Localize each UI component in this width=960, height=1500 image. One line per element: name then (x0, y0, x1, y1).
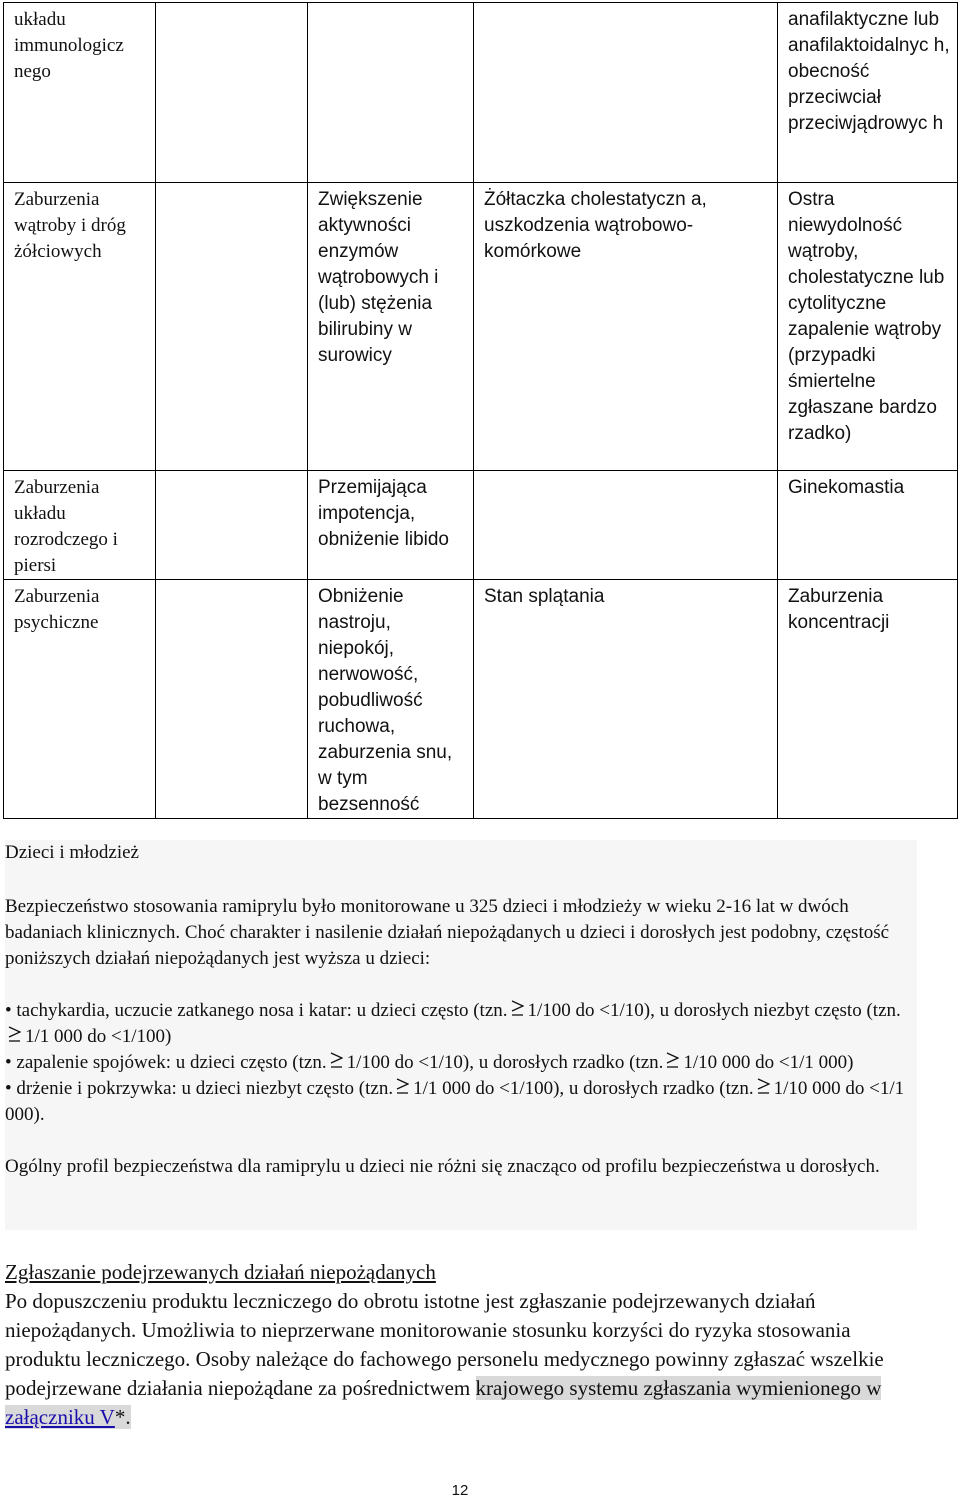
cell-text (484, 3, 771, 7)
frequency-cell (308, 471, 474, 580)
reporting-body-text: Po dopuszczeniu produktu leczniczego do obrotu istotne jest zgłaszanie podejrzewanych działań niepożądanych. Umożliwia to nieprzerwane monitorowanie stosunku korzyści do ryzyka stosowania produktu leczniczego. Osoby należące do fachowego personelu medycznego powinny zgłaszać wszelkie podejrzewane działania niepożądane za pośrednictwem (5, 1289, 884, 1400)
organ-class-cell (4, 471, 156, 580)
cell-text (318, 3, 467, 7)
frequency-cell (474, 183, 778, 471)
highlight-label: krajowego systemu zgłaszania wymienionego w (475, 1376, 882, 1400)
greater-equal-icon (330, 1052, 343, 1069)
bullet-text: • zapalenie spojówek: u dzieci często (tzn. (5, 1052, 327, 1073)
bullet-text: • tachykardia, uczucie zatkanego nosa i katar: u dzieci często (tzn. (5, 1000, 508, 1021)
cell-text: Żółtaczka cholestatyczn a, uszkodzenia wątrobowo-komórkowe (484, 189, 707, 262)
frequency-cell (474, 471, 778, 580)
bullet-text: • drżenie i pokrzywka: u dzieci niezbyt często (tzn. (5, 1078, 394, 1099)
greater-equal-icon (757, 1078, 770, 1095)
organ-class-cell (4, 183, 156, 471)
table-row (4, 3, 958, 183)
cell-text: Zwiększenie aktywności enzymów wątrobowych i (lub) stężenia bilirubiny w surowicy (318, 189, 439, 366)
pediatric-section (5, 894, 910, 1180)
cell-text: Stan splątania (484, 586, 605, 607)
cell-text: Obniżenie nastroju, niepokój, nerwowość, pobudliwość ruchowa, zaburzenia snu, w tym bezsenność (318, 586, 453, 815)
cell-text: Przemijająca impotencja, obniżenie libido (318, 477, 449, 550)
pediatric-intro: Bezpieczeństwo stosowania ramiprylu było monitorowane u 325 dzieci i młodzieży w wieku 2-16 lat w dwóch badaniach klinicznych. Choć charakter i nasilenie działań niepożądanych u dzieci i dorosłych jest podobny, częstość poniższych działań niepożądanych jest wyższa u dzieci: (5, 896, 890, 969)
table-row (4, 183, 958, 471)
frequency-cell (308, 183, 474, 471)
bullet-text: 1/100 do <1/10), u dorosłych niezbyt często (tzn. (527, 1000, 901, 1021)
reporting-tail: *. (114, 1405, 131, 1429)
reporting-section (5, 1258, 905, 1432)
bullet-item (5, 998, 910, 1050)
pediatric-heading: Dzieci i młodzież (5, 842, 139, 863)
pediatric-summary: Ogólny profil bezpieczeństwa dla ramiprylu u dzieci nie różni się znacząco od profilu bezpieczeństwa u dorosłych. (5, 1156, 880, 1177)
organ-class-label: Zaburzenia psychiczne (14, 586, 100, 633)
cell-text (484, 471, 771, 475)
frequency-cell (778, 471, 958, 580)
cell-text (166, 580, 301, 584)
bullet-item (5, 1076, 910, 1128)
greater-equal-icon (396, 1078, 409, 1095)
organ-class-label: Zaburzenia układu rozrodczego i piersi (14, 477, 118, 576)
organ-class-label: Zaburzenia wątroby i dróg żółciowych (14, 189, 126, 262)
frequency-cell (156, 580, 308, 819)
frequency-cell (474, 580, 778, 819)
organ-class-cell (4, 3, 156, 183)
bullet-text: 1/1 000 do <1/100), u dorosłych rzadko (tzn. (413, 1078, 754, 1099)
frequency-cell (156, 471, 308, 580)
frequency-cell (308, 580, 474, 819)
cell-text (166, 183, 301, 187)
table-row (4, 580, 958, 819)
frequency-cell (156, 183, 308, 471)
greater-equal-icon (511, 1000, 524, 1017)
bullet-item (5, 1050, 910, 1076)
organ-class-cell (4, 580, 156, 819)
bullet-text: 1/100 do <1/10), u dorosłych rzadko (tzn. (346, 1052, 664, 1073)
frequency-cell (308, 3, 474, 183)
frequency-cell (778, 3, 958, 183)
cell-text: Zaburzenia koncentracji (788, 586, 890, 633)
reporting-title: Zgłaszanie podejrzewanych działań niepożądanych (5, 1260, 436, 1284)
cell-text (166, 3, 301, 7)
greater-equal-icon (666, 1052, 679, 1069)
table-row (4, 471, 958, 580)
frequency-cell (778, 183, 958, 471)
frequency-cell (474, 3, 778, 183)
greater-equal-icon (8, 1026, 21, 1043)
page-number: 12 (451, 1482, 469, 1499)
cell-text: anafilaktyczne lub anafilaktoidalnyc h, obecność przeciwciał przeciwjądrowyc h (788, 9, 950, 134)
frequency-cell (156, 3, 308, 183)
cell-text: Ostra niewydolność wątroby, cholestatyczne lub cytolityczne zapalenie wątroby (przypadki śmiertelne zgłaszane bardzo rzadko) (788, 189, 945, 444)
adverse-effects-table (3, 2, 958, 819)
cell-text (166, 471, 301, 475)
reporting-body (5, 1287, 905, 1432)
cell-text: Ginekomastia (788, 477, 905, 498)
bullet-text: 1/10 000 do <1/1 000). (5, 1078, 905, 1125)
organ-class-label: układu immunologicz nego (14, 9, 124, 82)
bullet-text: 1/10 000 do <1/1 000) (683, 1052, 854, 1073)
annex-link[interactable]: załączniku V (5, 1405, 115, 1429)
bullet-text: 1/1 000 do <1/100) (25, 1026, 172, 1047)
frequency-cell (778, 580, 958, 819)
